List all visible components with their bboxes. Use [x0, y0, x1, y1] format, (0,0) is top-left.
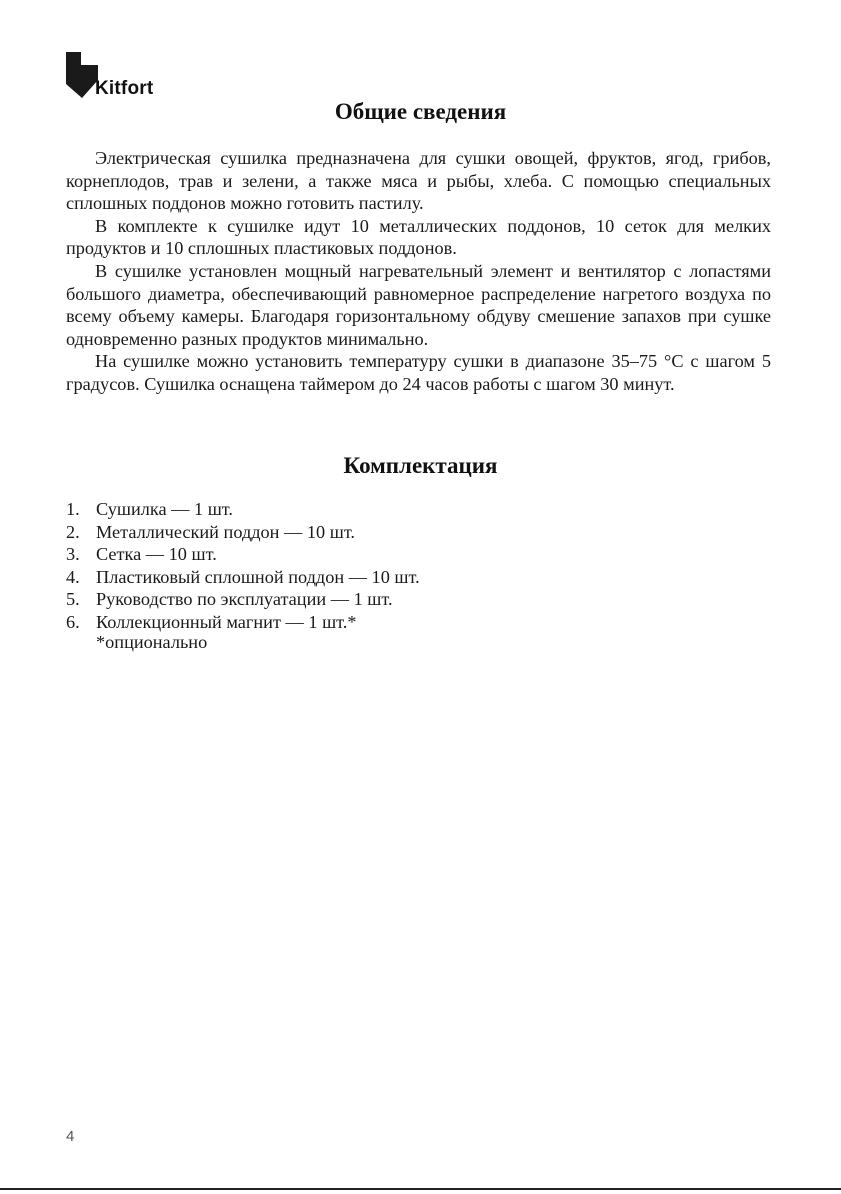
brand-name: Kitfort: [95, 78, 154, 99]
contents-list: [66, 498, 771, 634]
list-item-number: 1.: [66, 499, 80, 519]
list-item-text: Руководство по эксплуатации — 1 шт.: [96, 589, 393, 610]
general-description: [66, 147, 771, 396]
list-item-text: Металлический поддон — 10 шт.: [96, 521, 355, 542]
list-item-text: Сушилка — 1 шт.: [96, 499, 233, 519]
paragraph: В сушилке установлен мощный нагревательный элемент и вентилятор с лопастями большого диаметра, обеспечивающий равномерное распределение нагретого воздуха по всему объему камеры. Благодаря горизонтальному обдуву смешение запахов при сушке одновременно разных продуктов минимально.: [66, 260, 771, 349]
kitfort-logo: [66, 52, 166, 102]
list-item-text: Коллекционный магнит — 1 шт.*: [96, 611, 357, 632]
list-item: [66, 521, 771, 544]
list-item-number: 5.: [66, 589, 80, 610]
list-item-number: 3.: [66, 544, 80, 565]
footnote: *опционально: [96, 632, 208, 652]
list-item-number: 4.: [66, 566, 80, 587]
list-item-number: 2.: [66, 521, 80, 542]
paragraph: В комплекте к сушилке идут 10 металлических поддонов, 10 сеток для мелких продуктов и 10 сплошных пластиковых поддонов.: [66, 215, 771, 259]
paragraph: На сушилке можно установить температуру сушки в диапазоне 35–75 °С с шагом 5 градусов. Сушилка оснащена таймером до 24 часов работы с шагом 30 минут.: [66, 351, 771, 394]
list-item: [66, 543, 771, 566]
page-bottom-divider: [0, 1188, 841, 1190]
paragraph: Электрическая сушилка предназначена для сушки овощей, фруктов, ягод, грибов, корнеплодов, трав и зелени, а также мяса и рыбы, хлеба. С помощью специальных сплошных поддонов можно готовить пастилу.: [66, 148, 771, 214]
list-item-number: 6.: [66, 611, 80, 632]
section-title-general: Общие сведения: [334, 99, 507, 124]
section-title-contents: Комплектация: [343, 453, 498, 478]
list-item-text: Сетка — 10 шт.: [96, 544, 217, 565]
list-item: [66, 588, 771, 611]
list-item: [66, 498, 771, 521]
list-item: [66, 566, 771, 589]
kitfort-logo-icon: [66, 52, 98, 98]
page-number: 4: [66, 1128, 75, 1145]
list-item-text: Пластиковый сплошной поддон — 10 шт.: [96, 566, 420, 587]
